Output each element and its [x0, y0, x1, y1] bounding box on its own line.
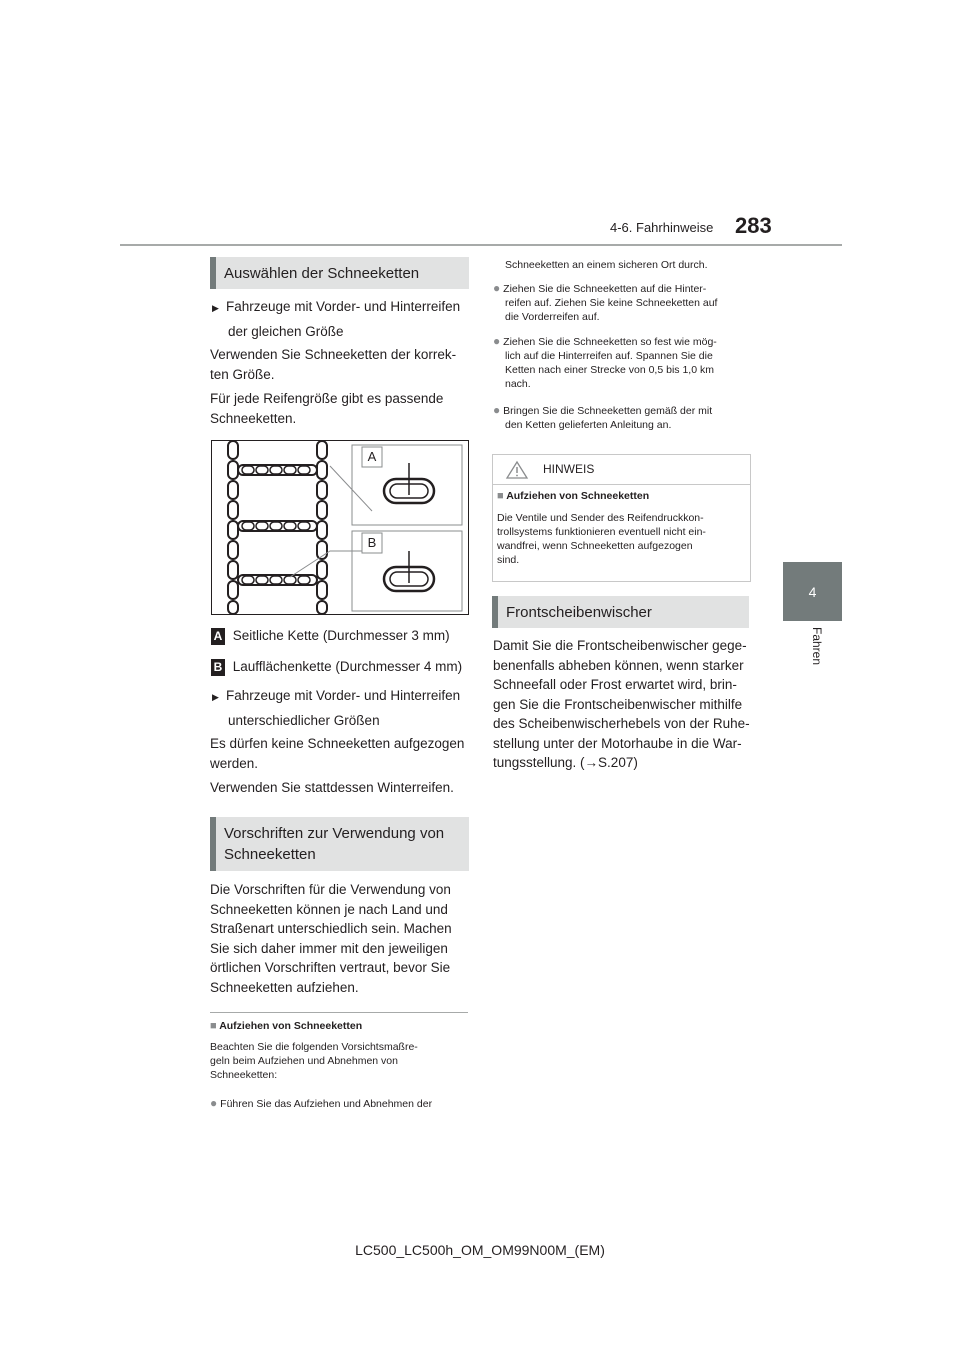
triangle-bullet-icon: ▶ [212, 692, 219, 702]
para-no-chains-line1: Es dürfen keine Schneeketten aufgezogen [210, 736, 465, 751]
circle-bullet-icon: ● [493, 281, 501, 295]
heading-regulations-line1: Vorschriften zur Verwendung von [224, 825, 445, 842]
para-wipers [493, 636, 758, 773]
bullet-line: Ziehen Sie die Schneeketten auf die Hinter- [503, 283, 707, 295]
bullet-same-size-line1: Fahrzeuge mit Vorder- und Hinterreifen [226, 299, 461, 314]
bullet-safe-place [210, 1096, 480, 1111]
bullet-safe-place-cont: Schneeketten an einem sicheren Ort durch. [505, 259, 708, 271]
bullet-different-size-line1: Fahrzeuge mit Vorder- und Hinterreifen [226, 688, 461, 703]
circle-bullet-icon: ● [493, 403, 501, 417]
legend-b-key: B [211, 659, 225, 676]
para-matching-chains-line1: Für jede Reifengröße gibt es passende [210, 391, 444, 406]
para-regulations-line: Schneeketten können je nach Land und [210, 901, 448, 917]
note-title: HINWEIS [543, 462, 595, 476]
bullet-line: Ziehen Sie die Schneeketten so fest wie mög- [503, 336, 717, 348]
para-no-chains-line2: werden. [210, 755, 259, 771]
heading-regulations [210, 817, 469, 871]
bullet-different-size-line2: unterschiedlicher Größen [228, 712, 380, 728]
section-title: 4-6. Fahrhinweise [610, 220, 714, 235]
heading-regulations-line2: Schneeketten [224, 846, 316, 863]
figure-label-a: A [367, 449, 377, 464]
header-rule [120, 244, 842, 246]
note-divider [493, 484, 750, 485]
para-no-chains [210, 734, 475, 773]
para-precautions-line: Schneeketten: [210, 1069, 278, 1081]
legend-a [211, 626, 481, 646]
para-regulations-line: Die Vorschriften für die Verwendung von [210, 882, 451, 897]
divider [210, 1012, 468, 1013]
para-regulations [210, 880, 475, 997]
note-text-line: Die Ventile und Sender des Reifendruckkon- [497, 512, 704, 524]
para-wipers-line: des Scheibenwischerhebels von der Ruhe- [493, 716, 750, 731]
para-wipers-line: Schneefall oder Frost erwartet wird, brin- [493, 677, 737, 692]
bullet-same-size-line2: der gleichen Größe [228, 323, 344, 339]
para-precautions-line: Beachten Sie die folgenden Vorsichtsmaßre- [210, 1041, 418, 1053]
legend-a-key: A [211, 628, 225, 645]
para-correct-size-line1: Verwenden Sie Schneeketten der korrek- [210, 347, 457, 362]
side-chain-left [228, 441, 238, 614]
note-text-line: trollsystems funktionieren eventuell nicht ein- [497, 526, 706, 538]
triangle-bullet-icon: ▶ [212, 303, 219, 313]
para-matching-chains [210, 389, 475, 428]
square-bullet-icon: ■ [497, 490, 504, 502]
para-wipers-line: benenfalls abheben können, wenn starker [493, 657, 744, 673]
page-number: 283 [735, 213, 772, 238]
bullet-line: den Ketten gelieferten Anleitung an. [505, 419, 672, 431]
heading-select-chains [210, 257, 469, 289]
bullet-safe-place-text: Führen Sie das Aufziehen und Abnehmen der [220, 1098, 433, 1110]
bullet-line: Bringen Sie die Schneeketten gemäß der mit [503, 405, 713, 417]
bullet-instructions [493, 403, 755, 432]
heading-wipers-text: Frontscheibenwischer [506, 603, 652, 621]
circle-bullet-icon: ● [493, 334, 501, 348]
bullet-line: reifen auf. Ziehen Sie keine Schneeketten auf [505, 297, 718, 309]
bullet-line: lich auf die Hinterreifen auf. Spannen Sie die [505, 350, 713, 362]
snow-chain-illustration [212, 441, 468, 614]
para-wipers-line: Damit Sie die Frontscheibenwischer gege- [493, 638, 747, 653]
para-wipers-line: stellung unter der Motorhaube in die War- [493, 735, 742, 751]
para-wipers-line: gen Sie die Frontscheibenwischer mithilfe [493, 696, 743, 712]
para-regulations-line: Schneeketten aufziehen. [210, 979, 359, 995]
footer-code: LC500_LC500h_OM_OM99N00M_(EM) [355, 1242, 605, 1258]
note-text-line: sind. [497, 554, 520, 566]
para-precautions-line: geln beim Aufziehen und Abnehmen von [210, 1055, 398, 1067]
legend-b-text: Laufflächenkette (Durchmesser 4 mm) [232, 659, 463, 674]
para-regulations-line: Sie sich daher immer mit den jeweiligen [210, 940, 448, 956]
square-bullet-icon: ■ [210, 1020, 217, 1032]
snow-chain-figure [211, 440, 469, 615]
note-text-line: wandfrei, wenn Schneeketten aufgezogen [497, 540, 693, 552]
bullet-different-size [212, 686, 477, 730]
para-regulations-line: örtlichen Vorschriften vertraut, bevor Sie [210, 960, 451, 975]
subheading-fitting-text: Aufziehen von Schneeketten [219, 1020, 363, 1032]
bullet-line: die Vorderreifen auf. [505, 311, 600, 323]
bullet-rear-tires [493, 281, 755, 324]
bullet-tight-fit [493, 334, 755, 391]
para-correct-size [210, 345, 475, 384]
circle-bullet-icon: ● [210, 1096, 218, 1110]
warning-icon [505, 460, 529, 480]
para-regulations-line: Straßenart unterschiedlich sein. Machen [210, 921, 452, 936]
para-correct-size-line2: ten Größe. [210, 366, 275, 382]
chapter-tab[interactable]: 4 [783, 562, 842, 621]
bullet-same-size [212, 297, 472, 341]
para-precautions [210, 1040, 475, 1082]
heading-select-chains-text: Auswählen der Schneeketten [224, 264, 420, 282]
para-winter-tires: Verwenden Sie stattdessen Winterreifen. [210, 780, 454, 795]
subheading-fitting [210, 1019, 475, 1033]
bullet-line: nach. [505, 378, 531, 390]
note-text [497, 511, 747, 567]
legend-a-text: Seitliche Kette (Durchmesser 3 mm) [232, 628, 450, 643]
note-heading [497, 489, 649, 503]
side-chain-right [317, 441, 327, 614]
heading-wipers [492, 596, 749, 628]
chapter-label: Fahren [810, 627, 824, 666]
note-box [492, 454, 751, 582]
para-matching-chains-line2: Schneeketten. [210, 410, 297, 426]
bullet-line: Ketten nach einer Strecke von 0,5 bis 1,0 km [505, 364, 714, 376]
legend-b [211, 657, 481, 677]
figure-label-b: B [367, 535, 377, 550]
note-heading-text: Aufziehen von Schneeketten [506, 490, 650, 502]
para-wipers-link-line[interactable]: tungsstellung. (→S.207) [493, 755, 638, 770]
